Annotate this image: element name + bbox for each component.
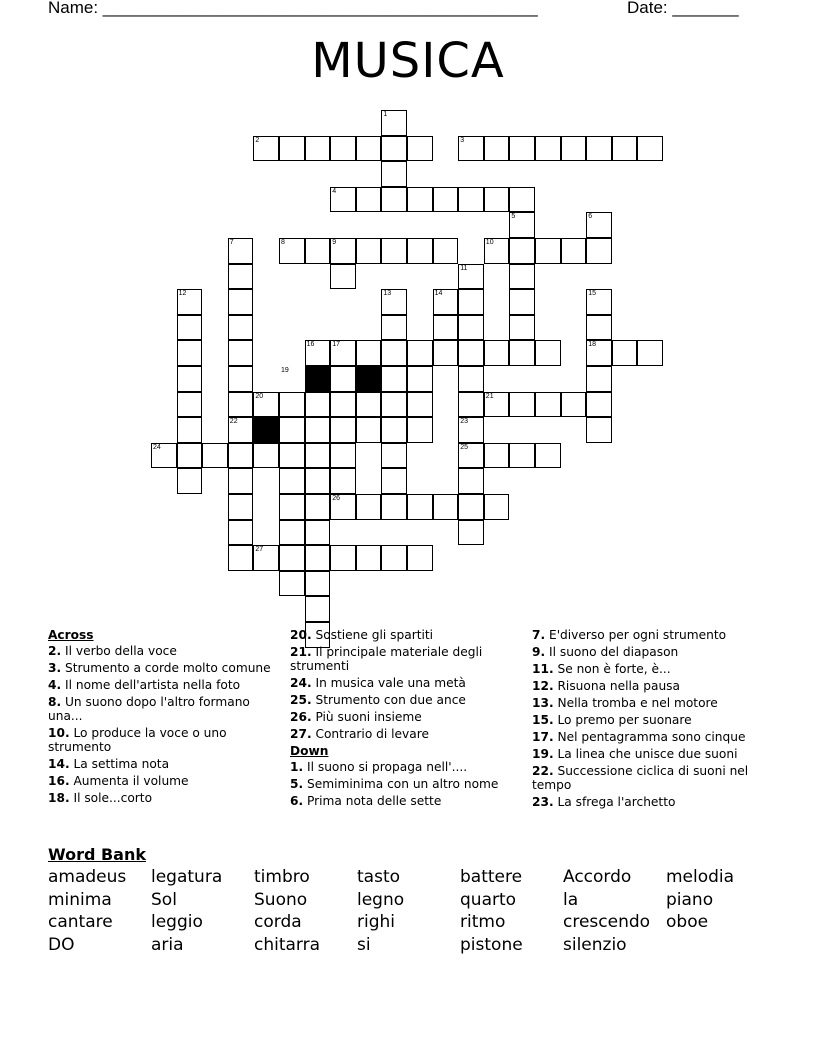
clue-item <box>532 764 764 792</box>
clue-number-label: 20. <box>290 628 312 642</box>
grid-cell[interactable] <box>228 520 254 546</box>
word-bank-item: ritmo <box>460 912 506 933</box>
grid-cell[interactable] <box>509 289 535 315</box>
clue-number-label: 2. <box>48 644 62 658</box>
clue-number-label: 13. <box>532 696 554 710</box>
grid-cell[interactable] <box>561 392 587 418</box>
word-bank-item: silenzio <box>563 934 627 955</box>
clue-number: 6 <box>588 213 593 221</box>
clue-number: 3 <box>460 136 465 144</box>
word-bank-item: battere <box>460 867 523 887</box>
grid-cell[interactable] <box>509 340 535 366</box>
clue-item <box>48 661 280 675</box>
grid-cell[interactable] <box>330 417 356 443</box>
grid-cell[interactable] <box>356 187 382 213</box>
grid-cell[interactable] <box>228 545 254 571</box>
clue-text: Lo premo per suonare <box>557 713 692 727</box>
clue-text: Nella tromba e nel motore <box>557 696 718 710</box>
word-bank-item: chitarra <box>254 934 321 955</box>
clue-item <box>48 726 280 754</box>
clue-number: 12 <box>178 290 187 298</box>
grid-cell[interactable] <box>458 315 484 341</box>
word-bank-item: Suono <box>254 889 308 910</box>
grid-cell[interactable] <box>381 187 407 213</box>
clue-item <box>290 760 522 774</box>
clue-text: Più suoni insieme <box>315 710 422 724</box>
clue-number: 20 <box>255 392 264 400</box>
grid-cell[interactable] <box>177 392 203 418</box>
clue-item <box>290 645 522 673</box>
clue-number: 21 <box>485 392 494 400</box>
clue-item <box>290 794 522 808</box>
page-title: MUSICA <box>311 33 505 89</box>
grid-cell[interactable] <box>381 161 407 187</box>
clue-number-label: 26. <box>290 710 312 724</box>
grid-cell[interactable] <box>458 494 484 520</box>
clue-column-1 <box>48 628 280 808</box>
grid-cell[interactable] <box>305 468 331 494</box>
grid-cell[interactable] <box>458 340 484 366</box>
clue-item <box>532 696 764 710</box>
clue-number-label: 18. <box>48 791 70 805</box>
grid-cell[interactable] <box>433 315 459 341</box>
grid-cell[interactable] <box>586 417 612 443</box>
clue-item <box>532 795 764 809</box>
grid-cell[interactable] <box>509 443 535 469</box>
clue-text: Il sole...corto <box>73 791 153 805</box>
grid-cell[interactable] <box>330 443 356 469</box>
grid-cell[interactable] <box>381 238 407 264</box>
clue-number: 9 <box>332 239 337 246</box>
grid-cell[interactable] <box>330 136 356 162</box>
grid-cell[interactable] <box>381 468 407 494</box>
word-bank-item: righi <box>357 912 396 933</box>
clue-item <box>532 645 764 659</box>
grid-cell[interactable] <box>407 340 433 366</box>
date-field: Date: _______ <box>627 0 739 17</box>
grid-cell[interactable] <box>279 136 305 162</box>
grid-cell[interactable] <box>535 443 561 469</box>
clue-item <box>532 747 764 761</box>
grid-cell[interactable] <box>305 443 331 469</box>
grid-cell[interactable] <box>458 392 484 418</box>
grid-cell[interactable] <box>381 545 407 571</box>
grid-cell[interactable] <box>228 392 254 418</box>
grid-cell[interactable] <box>228 468 254 494</box>
clue-number: 5 <box>511 213 516 221</box>
clue-number-label: 3. <box>48 661 62 675</box>
grid-cell[interactable] <box>228 264 254 290</box>
grid-cell[interactable] <box>177 315 203 341</box>
grid-cell[interactable] <box>381 392 407 418</box>
grid-cell[interactable] <box>535 136 561 162</box>
clue-text: La sfrega l'archetto <box>557 795 676 809</box>
grid-cell[interactable] <box>330 468 356 494</box>
clue-text: Successione ciclica di suoni nel tempo <box>532 764 749 792</box>
clue-text: Strumento a corde molto comune <box>65 661 271 675</box>
clue-text: Strumento con due ance <box>315 693 466 707</box>
grid-cell[interactable] <box>228 315 254 341</box>
grid-cell[interactable] <box>381 494 407 520</box>
clue-number-label: 24. <box>290 676 312 690</box>
grid-cell[interactable] <box>356 238 382 264</box>
grid-cell[interactable] <box>561 238 587 264</box>
clue-number: 26 <box>332 495 340 502</box>
clue-text: Nel pentagramma sono cinque <box>557 730 746 744</box>
clue-number: 23 <box>460 418 468 426</box>
grid-cell[interactable] <box>356 392 382 418</box>
clue-item <box>48 791 280 805</box>
grid-cell[interactable] <box>586 366 612 392</box>
word-bank-item: crescendo <box>563 912 651 933</box>
black-square <box>305 366 331 392</box>
clue-number-label: 19. <box>532 747 554 761</box>
word-bank-item: cantare <box>48 912 113 933</box>
black-square <box>356 366 382 392</box>
word-bank <box>48 866 768 956</box>
clue-text: Lo produce la voce o uno strumento <box>48 726 227 754</box>
clue-number: 18 <box>588 341 596 349</box>
clue-number-label: 11. <box>532 662 554 676</box>
clue-number: 19 <box>281 367 289 374</box>
clue-text: La linea che unisce due suoni <box>557 747 738 761</box>
grid-cell[interactable] <box>279 417 305 443</box>
word-bank-item: piano <box>666 889 714 910</box>
grid-cell[interactable] <box>177 417 203 443</box>
grid-cell[interactable] <box>433 238 459 264</box>
clue-text: Un suono dopo l'altro formano una... <box>48 695 250 723</box>
clue-item <box>290 676 522 690</box>
clue-column-3 <box>532 628 764 812</box>
grid-cell[interactable] <box>356 136 382 162</box>
clue-number: 27 <box>255 546 264 554</box>
across-heading: Across <box>48 628 94 642</box>
clue-number: 15 <box>588 290 596 298</box>
clue-number-label: 1. <box>290 760 304 774</box>
word-bank-item: aria <box>151 934 184 955</box>
grid-cell[interactable] <box>356 494 382 520</box>
clue-number-label: 5. <box>290 777 304 791</box>
grid-cell[interactable] <box>586 238 612 264</box>
clue-number: 10 <box>485 239 494 246</box>
grid-cell[interactable] <box>330 545 356 571</box>
grid-cell[interactable] <box>279 494 305 520</box>
grid-cell[interactable] <box>484 340 510 366</box>
clue-text: Contrario di levare <box>315 727 429 741</box>
clue-text: In musica vale una metà <box>315 676 466 690</box>
grid-cell[interactable] <box>305 392 331 418</box>
grid-cell[interactable] <box>279 443 305 469</box>
grid-cell[interactable] <box>177 340 203 366</box>
grid-cell[interactable] <box>407 187 433 213</box>
clue-text: Semiminima con un altro nome <box>307 777 499 791</box>
grid-cell[interactable] <box>407 238 433 264</box>
clue-number-label: 16. <box>48 774 70 788</box>
grid-cell[interactable] <box>433 494 459 520</box>
grid-cell[interactable] <box>279 520 305 546</box>
grid-cell[interactable] <box>381 315 407 341</box>
clue-number: 25 <box>460 443 468 451</box>
clue-item <box>532 628 764 642</box>
grid-cell[interactable] <box>381 366 407 392</box>
clue-number-label: 6. <box>290 794 304 808</box>
grid-cell[interactable] <box>177 443 203 469</box>
grid-cell[interactable] <box>305 136 331 162</box>
clue-item <box>532 679 764 693</box>
grid-cell[interactable] <box>330 392 356 418</box>
grid-cell[interactable] <box>458 187 484 213</box>
grid-cell[interactable] <box>305 417 331 443</box>
down-heading: Down <box>290 744 329 758</box>
grid-cell[interactable] <box>228 289 254 315</box>
clue-number: 7 <box>229 239 234 246</box>
grid-cell[interactable] <box>407 136 433 162</box>
clue-number-label: 27. <box>290 727 312 741</box>
grid-cell[interactable] <box>509 187 535 213</box>
clue-text: Aumenta il volume <box>73 774 189 788</box>
grid-cell[interactable] <box>433 340 459 366</box>
grid-cell[interactable] <box>253 443 279 469</box>
grid-cell[interactable] <box>535 392 561 418</box>
grid-cell[interactable] <box>330 264 356 290</box>
clue-item <box>532 662 764 676</box>
word-bank-item: amadeus <box>48 867 127 887</box>
word-bank-item: leggio <box>151 912 203 933</box>
clue-number: 16 <box>306 341 315 349</box>
grid-cell[interactable] <box>381 443 407 469</box>
grid-cell[interactable] <box>407 366 433 392</box>
grid-cell[interactable] <box>586 315 612 341</box>
clue-number-label: 12. <box>532 679 554 693</box>
grid-cell[interactable] <box>458 520 484 546</box>
clue-number: 4 <box>332 187 337 195</box>
grid-cell[interactable] <box>509 238 535 264</box>
clue-item <box>290 777 522 791</box>
clue-number-label: 17. <box>532 730 554 744</box>
clue-number: 14 <box>434 290 443 298</box>
clue-text: E'diverso per ogni strumento <box>549 628 727 642</box>
grid-cell[interactable] <box>228 340 254 366</box>
clue-number: 11 <box>460 264 468 272</box>
clue-number-label: 14. <box>48 757 70 771</box>
clue-item <box>290 628 522 642</box>
clue-number-label: 15. <box>532 713 554 727</box>
grid-cell[interactable] <box>305 520 331 546</box>
clue-number-label: 22. <box>532 764 554 778</box>
word-bank-item: la <box>563 889 579 910</box>
clue-text: Risuona nella pausa <box>557 679 681 693</box>
grid-cell[interactable] <box>458 468 484 494</box>
grid-cell[interactable] <box>305 494 331 520</box>
clue-item <box>532 713 764 727</box>
word-bank-title: Word Bank <box>48 845 147 864</box>
grid-cell[interactable] <box>228 494 254 520</box>
grid-cell[interactable] <box>228 443 254 469</box>
grid-cell[interactable] <box>177 366 203 392</box>
grid-cell[interactable] <box>458 289 484 315</box>
grid-cell[interactable] <box>509 392 535 418</box>
word-bank-item: DO <box>48 934 75 955</box>
grid-cell[interactable] <box>305 571 331 597</box>
grid-cell[interactable] <box>407 545 433 571</box>
grid-cell[interactable] <box>509 315 535 341</box>
name-field: Name: ______________________________________________ <box>48 0 538 17</box>
clue-text: Il nome dell'artista nella foto <box>65 678 241 692</box>
word-bank-item: legno <box>357 889 405 910</box>
word-bank-item: melodia <box>666 867 735 887</box>
grid-cell[interactable] <box>330 366 356 392</box>
grid-cell[interactable] <box>535 340 561 366</box>
grid-cell[interactable] <box>407 417 433 443</box>
clue-item <box>48 757 280 771</box>
grid-cell[interactable] <box>484 136 510 162</box>
clue-number-label: 23. <box>532 795 554 809</box>
grid-cell[interactable] <box>177 468 203 494</box>
clue-number: 8 <box>281 239 285 246</box>
clue-number-label: 4. <box>48 678 62 692</box>
clue-item <box>48 644 280 658</box>
grid-cell[interactable] <box>356 545 382 571</box>
grid-cell[interactable] <box>356 340 382 366</box>
clue-item <box>48 678 280 692</box>
grid-cell[interactable] <box>586 136 612 162</box>
word-bank-item: legatura <box>151 867 223 887</box>
clue-text: Il suono del diapason <box>549 645 679 659</box>
clue-text: Il verbo della voce <box>65 644 177 658</box>
clue-column-2 <box>290 628 522 811</box>
word-bank-item: timbro <box>254 867 310 887</box>
clue-number-label: 9. <box>532 645 546 659</box>
grid-cell[interactable] <box>407 494 433 520</box>
clue-number-label: 21. <box>290 645 312 659</box>
word-bank-item: oboe <box>666 912 709 933</box>
grid-cell[interactable] <box>279 545 305 571</box>
grid-cell[interactable] <box>637 136 663 162</box>
clue-number: 22 <box>229 418 238 426</box>
grid-cell[interactable] <box>305 545 331 571</box>
clue-item <box>290 710 522 724</box>
grid-cell[interactable] <box>279 392 305 418</box>
word-bank-item: quarto <box>460 889 517 910</box>
grid-cell[interactable] <box>433 187 459 213</box>
clue-text: La settima nota <box>73 757 170 771</box>
clue-text: Prima nota delle sette <box>307 794 442 808</box>
grid-cell[interactable] <box>509 264 535 290</box>
word-bank-item: Sol <box>151 889 177 910</box>
grid-cell[interactable] <box>381 340 407 366</box>
word-bank-item: minima <box>48 889 112 910</box>
clue-text: Il suono si propaga nell'.... <box>307 760 468 774</box>
clue-number: 24 <box>153 443 161 451</box>
clue-item <box>290 727 522 741</box>
grid-cell[interactable] <box>535 238 561 264</box>
clue-text: Sostiene gli spartiti <box>315 628 434 642</box>
word-bank-item: tasto <box>357 867 401 887</box>
grid-cell[interactable] <box>407 392 433 418</box>
grid-cell[interactable] <box>561 136 587 162</box>
clue-number-label: 25. <box>290 693 312 707</box>
clue-number: 17 <box>332 341 340 349</box>
grid-cell[interactable] <box>279 571 305 597</box>
grid-cell[interactable] <box>586 392 612 418</box>
grid-cell[interactable] <box>509 136 535 162</box>
word-bank-item: pistone <box>460 934 523 955</box>
clue-item <box>532 730 764 744</box>
grid-cell[interactable] <box>612 340 638 366</box>
word-bank-item: Accordo <box>563 867 632 887</box>
grid-cell[interactable] <box>305 238 331 264</box>
clue-text: Se non è forte, è... <box>557 662 671 676</box>
grid-cell[interactable] <box>484 187 510 213</box>
grid-cell[interactable] <box>612 136 638 162</box>
clue-number-label: 8. <box>48 695 62 709</box>
word-bank-item: corda <box>254 912 302 933</box>
grid-cell[interactable] <box>484 443 510 469</box>
clue-text: Il principale materiale degli strumenti <box>290 645 483 673</box>
clue-number: 13 <box>383 290 392 298</box>
grid-cell[interactable] <box>228 366 254 392</box>
clue-number-label: 10. <box>48 726 70 740</box>
grid-cell[interactable] <box>381 417 407 443</box>
word-bank-item: si <box>357 934 371 955</box>
clue-number-label: 7. <box>532 628 546 642</box>
grid-cell[interactable] <box>202 443 228 469</box>
grid-cell[interactable] <box>637 340 663 366</box>
clue-item <box>290 693 522 707</box>
black-square <box>253 417 279 443</box>
grid-cell[interactable] <box>458 366 484 392</box>
clue-item <box>48 774 280 788</box>
grid-cell[interactable] <box>484 494 510 520</box>
grid-cell[interactable] <box>305 596 331 622</box>
grid-cell[interactable] <box>381 136 407 162</box>
clue-item <box>48 695 280 723</box>
clue-number: 2 <box>255 136 260 144</box>
grid-cell[interactable] <box>279 468 305 494</box>
clue-number: 1 <box>383 111 388 118</box>
grid-cell[interactable] <box>356 417 382 443</box>
